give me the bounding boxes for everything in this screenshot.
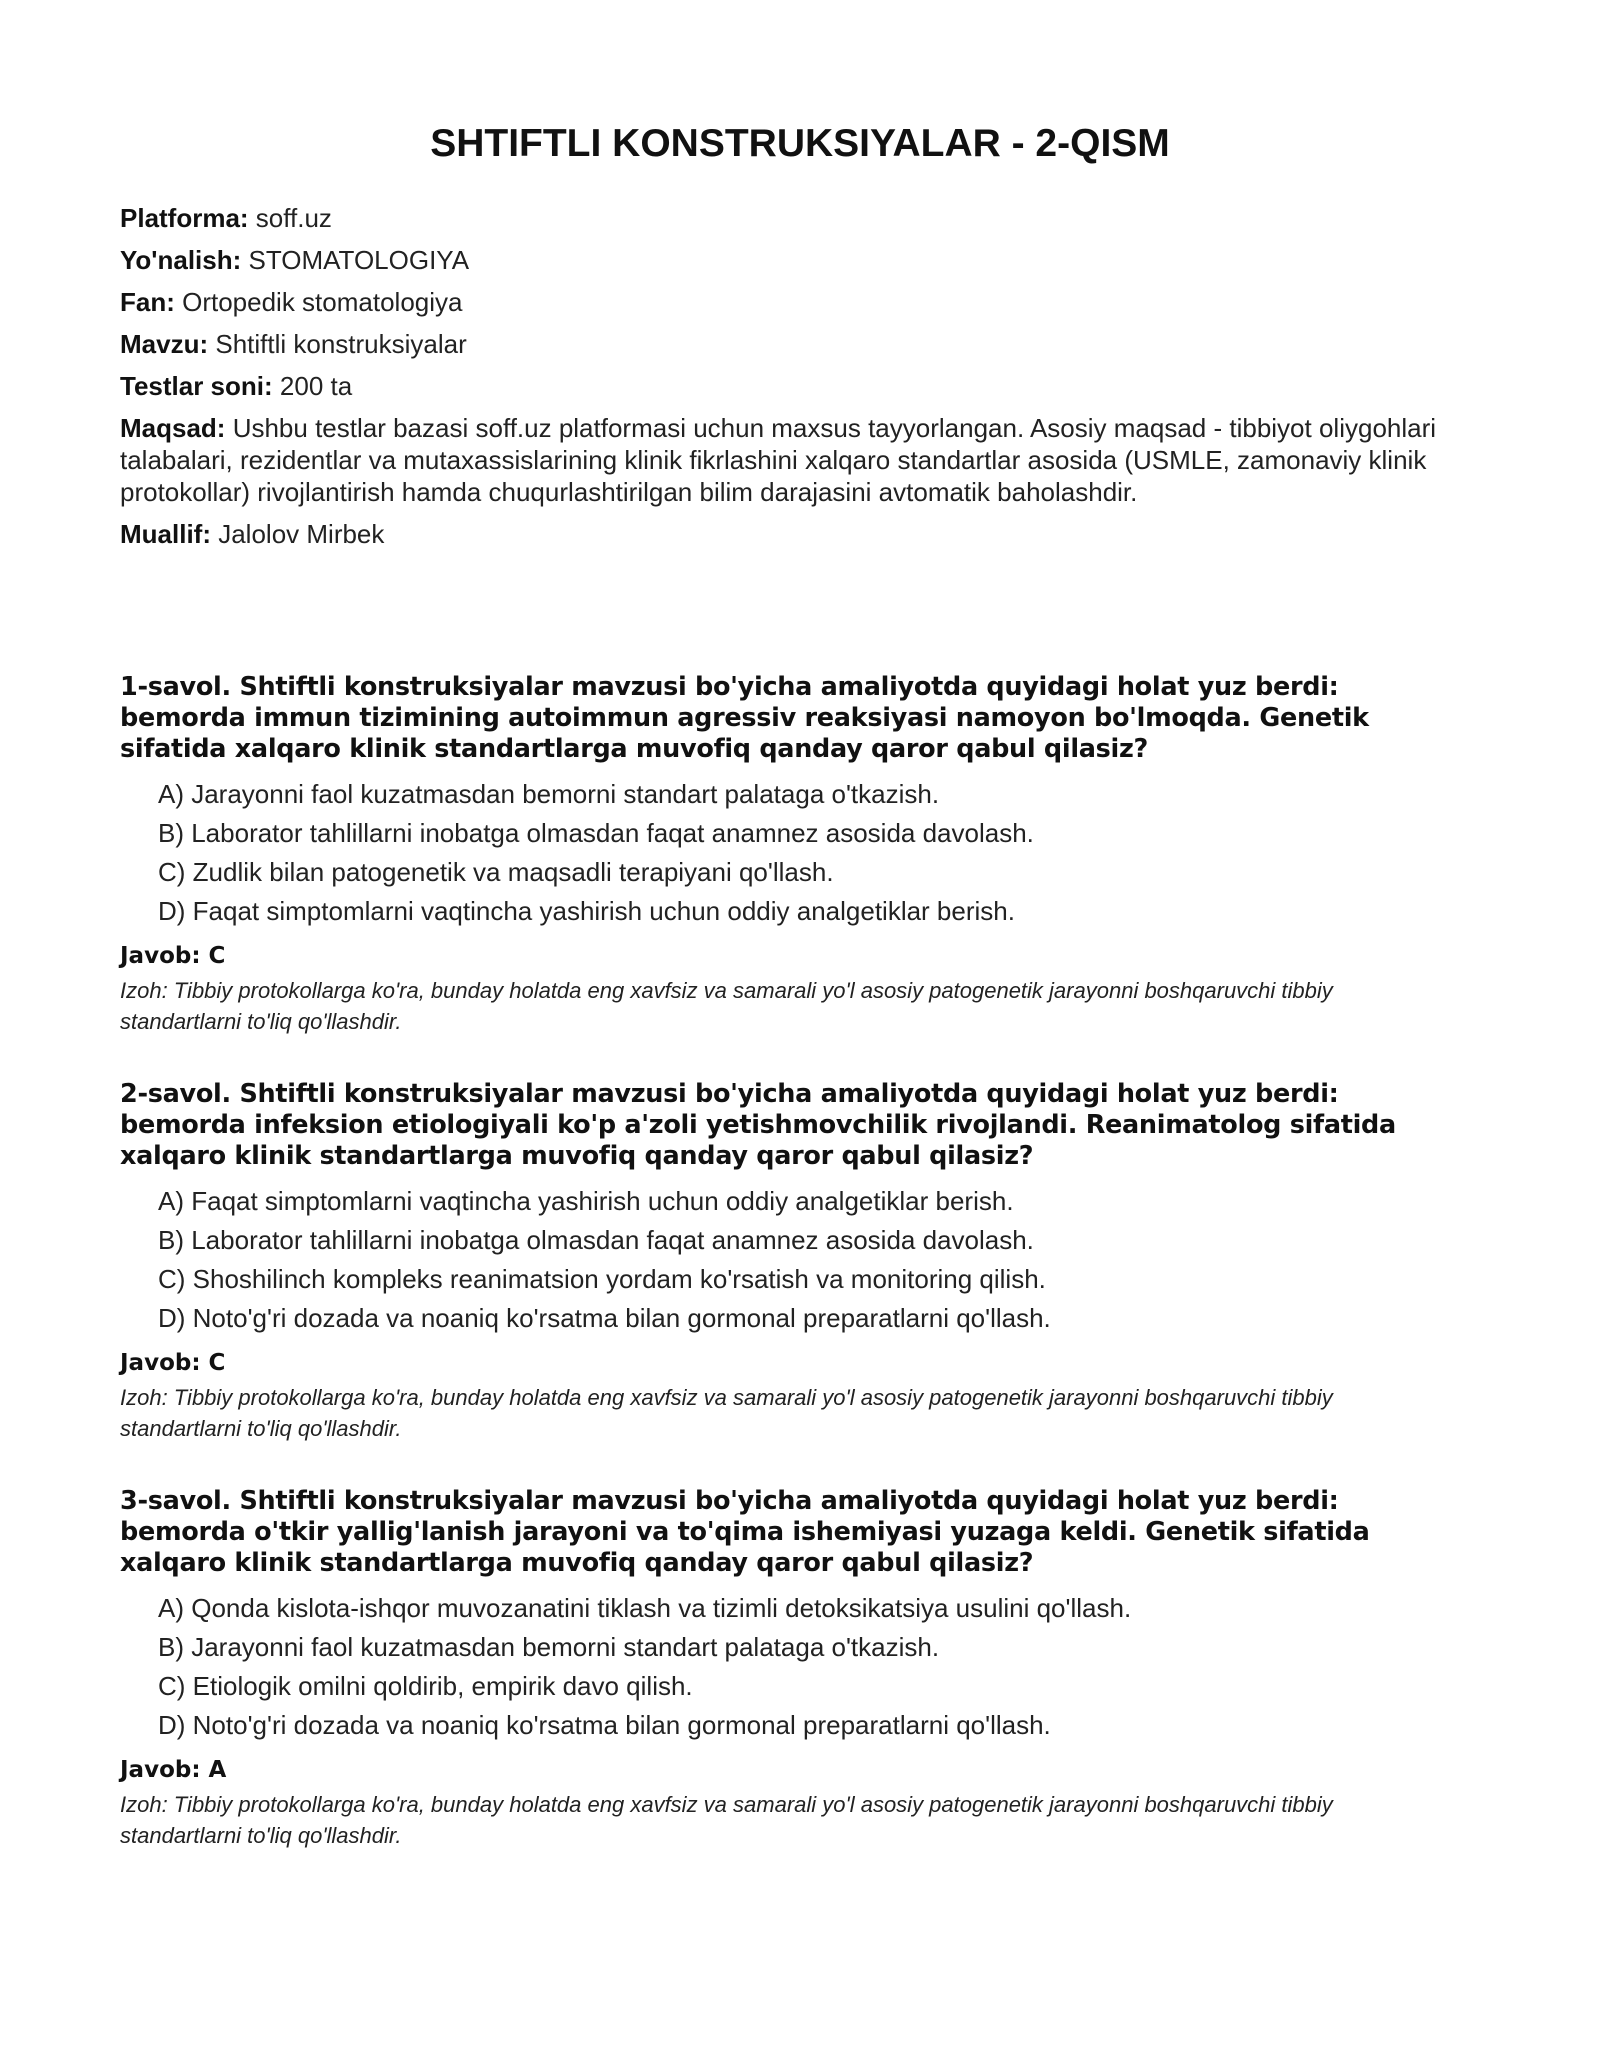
meta-author-value: Jalolov Mirbek bbox=[211, 519, 385, 549]
question-item bbox=[120, 672, 1460, 1037]
meta-platform-value: soff.uz bbox=[248, 203, 332, 233]
meta-tests-value: 200 ta bbox=[272, 371, 353, 401]
document-title: SHTIFTLI KONSTRUKSIYALAR - 2-QISM bbox=[430, 122, 1170, 165]
explanation-note: Izoh: Tibbiy protokollarga ko'ra, bunday holatda eng xavfsiz va samarali yo'l asosiy patogenetik jarayonni boshqaruvchi tibbiy standartlarni to'liq qo'llashdir. bbox=[120, 1385, 1333, 1441]
meta-platform bbox=[120, 202, 1460, 234]
option-list bbox=[120, 1589, 1460, 1745]
option-b: B) Jarayonni faol kuzatmasdan bemorni standart palataga o'tkazish. bbox=[158, 1632, 940, 1662]
answer-label: Javob: C bbox=[120, 1350, 226, 1376]
meta-subject bbox=[120, 286, 1460, 318]
meta-tests-label: Testlar soni: bbox=[120, 371, 273, 401]
meta-topic-value: Shtiftli konstruksiyalar bbox=[208, 329, 467, 359]
meta-subject-value: Ortopedik stomatologiya bbox=[174, 287, 463, 317]
question-text: 1-savol. Shtiftli konstruksiyalar mavzusi bo'yicha amaliyotda quyidagi holat yuz berdi: bemorda immun tizimining autoimmun agressiv reaksiyasi namoyon bo'lmoqda. Genetik sifatida xalqaro klinik standartlarga muvofiq qanday qaror qabul qilasiz? bbox=[120, 672, 1369, 764]
option-a: A) Faqat simptomlarni vaqtincha yashirish uchun oddiy analgetiklar berish. bbox=[158, 1186, 1014, 1216]
meta-topic-label: Mavzu: bbox=[120, 329, 209, 359]
meta-platform-label: Platforma: bbox=[120, 203, 249, 233]
meta-direction-label: Yo'nalish: bbox=[120, 245, 242, 275]
option-list bbox=[120, 775, 1460, 931]
option-a: A) Jarayonni faol kuzatmasdan bemorni standart palataga o'tkazish. bbox=[158, 779, 940, 809]
meta-goal bbox=[120, 412, 1460, 508]
option-d: D) Noto'g'ri dozada va noaniq ko'rsatma bilan gormonal preparatlarni qo'llash. bbox=[158, 1710, 1051, 1740]
option-a: A) Qonda kislota-ishqor muvozanatini tiklash va tizimli detoksikatsiya usulini qo'llash. bbox=[158, 1593, 1132, 1623]
document-meta bbox=[120, 202, 1460, 560]
meta-goal-value: Ushbu testlar bazasi soff.uz platformasi uchun maxsus tayyorlangan. Asosiy maqsad - tibbiyot oliygohlari talabalari, rezidentlar va mutaxassislarining klinik fikrlashini xalqaro standartlar asosida (USMLE, zamonaviy klinik protokollar) rivojlantirish hamda chuqurlashtirilgan bilim darajasini avtomatik baholashdir. bbox=[120, 413, 1437, 507]
meta-direction-value: STOMATOLOGIYA bbox=[241, 245, 470, 275]
option-d: D) Noto'g'ri dozada va noaniq ko'rsatma bilan gormonal preparatlarni qo'llash. bbox=[158, 1303, 1051, 1333]
meta-direction bbox=[120, 244, 1460, 276]
option-d: D) Faqat simptomlarni vaqtincha yashirish uchun oddiy analgetiklar berish. bbox=[158, 896, 1015, 926]
option-b: B) Laborator tahlillarni inobatga olmasdan faqat anamnez asosida davolash. bbox=[158, 1225, 1034, 1255]
meta-topic bbox=[120, 328, 1460, 360]
meta-author-label: Muallif: bbox=[120, 519, 211, 549]
meta-subject-label: Fan: bbox=[120, 287, 175, 317]
meta-tests-count bbox=[120, 370, 1460, 402]
question-list bbox=[120, 672, 1460, 1893]
answer-label: Javob: A bbox=[120, 1757, 227, 1783]
explanation-note: Izoh: Tibbiy protokollarga ko'ra, bunday holatda eng xavfsiz va samarali yo'l asosiy patogenetik jarayonni boshqaruvchi tibbiy standartlarni to'liq qo'llashdir. bbox=[120, 978, 1333, 1034]
question-item bbox=[120, 1079, 1460, 1444]
option-c: C) Shoshilinch kompleks reanimatsion yordam ko'rsatish va monitoring qilish. bbox=[158, 1264, 1046, 1294]
meta-goal-label: Maqsad: bbox=[120, 413, 226, 443]
question-text: 2-savol. Shtiftli konstruksiyalar mavzusi bo'yicha amaliyotda quyidagi holat yuz berdi: bemorda infeksion etiologiyali ko'p a'zoli yetishmovchilik rivojlandi. Reanimatolog sifatida xalqaro klinik standartlarga muvofiq qanday qaror qabul qilasiz? bbox=[120, 1079, 1396, 1171]
option-b: B) Laborator tahlillarni inobatga olmasdan faqat anamnez asosida davolash. bbox=[158, 818, 1034, 848]
answer-label: Javob: C bbox=[120, 943, 226, 969]
meta-author bbox=[120, 518, 1460, 550]
option-c: C) Zudlik bilan patogenetik va maqsadli terapiyani qo'llash. bbox=[158, 857, 834, 887]
question-item bbox=[120, 1486, 1460, 1851]
question-text: 3-savol. Shtiftli konstruksiyalar mavzusi bo'yicha amaliyotda quyidagi holat yuz berdi: bemorda o'tkir yallig'lanish jarayoni va to'qima ishemiyasi yuzaga keldi. Genetik sifatida xalqaro klinik standartlarga muvofiq qanday qaror qabul qilasiz? bbox=[120, 1486, 1370, 1578]
option-c: C) Etiologik omilni qoldirib, empirik davo qilish. bbox=[158, 1671, 693, 1701]
explanation-note: Izoh: Tibbiy protokollarga ko'ra, bunday holatda eng xavfsiz va samarali yo'l asosiy patogenetik jarayonni boshqaruvchi tibbiy standartlarni to'liq qo'llashdir. bbox=[120, 1792, 1333, 1848]
option-list bbox=[120, 1182, 1460, 1338]
